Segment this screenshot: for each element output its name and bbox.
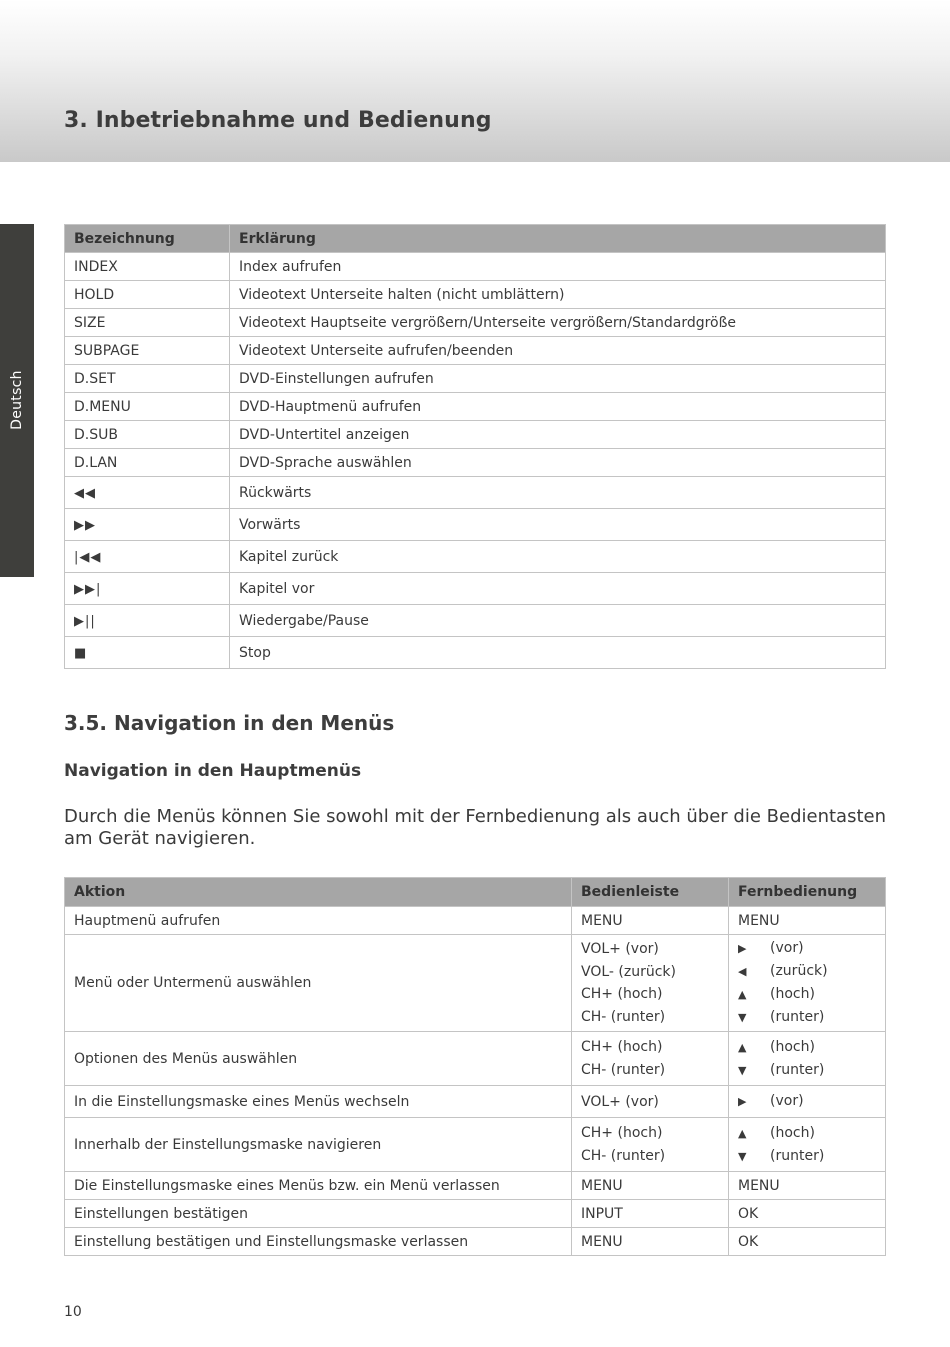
table-row bbox=[65, 449, 886, 477]
table-row bbox=[65, 337, 886, 365]
description-cell: DVD-Untertitel anzeigen bbox=[230, 421, 886, 449]
description-cell: Rückwärts bbox=[230, 477, 886, 509]
action-cell: Die Einstellungsmaske eines Menüs bzw. ein Menü verlassen bbox=[65, 1172, 572, 1200]
section-subtitle: Navigation in den Hauptmenüs bbox=[64, 761, 362, 781]
play-pause-icon: ▶|| bbox=[74, 613, 96, 629]
section-title: 3.5. Navigation in den Menüs bbox=[64, 711, 395, 735]
remote-line-text: (runter) bbox=[770, 1147, 825, 1164]
table-row bbox=[65, 393, 886, 421]
key-cell: D.LAN bbox=[65, 449, 230, 477]
remote-line-text: (runter) bbox=[770, 1009, 825, 1025]
table-row bbox=[65, 509, 886, 541]
remote-line bbox=[738, 1090, 876, 1113]
key-cell: SIZE bbox=[65, 309, 230, 337]
language-side-label: Deutsch bbox=[9, 370, 25, 430]
remote-cell: OK bbox=[729, 1228, 886, 1256]
description-cell: Wiedergabe/Pause bbox=[230, 605, 886, 637]
remote-key-table bbox=[64, 224, 886, 669]
table-row bbox=[65, 281, 886, 309]
rewind-icon: ◀◀ bbox=[74, 485, 96, 501]
panel-cell: MENU bbox=[572, 907, 729, 935]
table-row bbox=[65, 541, 886, 573]
description-cell: DVD-Sprache auswählen bbox=[230, 449, 886, 477]
table-row bbox=[65, 1032, 886, 1086]
stop-icon: ■ bbox=[74, 645, 88, 661]
remote-line bbox=[738, 937, 876, 960]
table-row bbox=[65, 637, 886, 669]
key-cell: SUBPAGE bbox=[65, 337, 230, 365]
description-cell: Videotext Unterseite halten (nicht umblättern) bbox=[230, 281, 886, 309]
table-row bbox=[65, 1228, 886, 1256]
key-cell: HOLD bbox=[65, 281, 230, 309]
key-cell: D.SET bbox=[65, 365, 230, 393]
table-header-row bbox=[65, 878, 886, 907]
panel-cell: MENU bbox=[572, 1228, 729, 1256]
table-row bbox=[65, 365, 886, 393]
panel-line: VOL+ (vor) bbox=[581, 941, 659, 957]
next-chapter-icon: ▶▶| bbox=[74, 581, 102, 597]
panel-cell: VOL+ (vor) bbox=[572, 1086, 729, 1118]
remote-line bbox=[738, 1059, 876, 1082]
panel-line: CH- (runter) bbox=[581, 1147, 666, 1164]
panel-line: CH- (runter) bbox=[581, 1061, 666, 1078]
page-title: 3. Inbetriebnahme und Bedienung bbox=[64, 108, 492, 133]
description-cell: Kapitel zurück bbox=[230, 541, 886, 573]
header-band bbox=[0, 0, 950, 162]
remote-cell bbox=[729, 1086, 886, 1118]
description-cell: Index aufrufen bbox=[230, 253, 886, 281]
arrow-down-icon: ▼ bbox=[738, 1063, 747, 1077]
panel-cell: INPUT bbox=[572, 1200, 729, 1228]
remote-line-text: (vor) bbox=[770, 1093, 804, 1109]
action-cell: Einstellung bestätigen und Einstellungsmaske verlassen bbox=[65, 1228, 572, 1256]
table-row bbox=[65, 1200, 886, 1228]
table-header-row bbox=[65, 225, 886, 253]
arrow-left-icon: ◀ bbox=[738, 965, 747, 978]
panel-line: CH- (runter) bbox=[581, 1008, 666, 1025]
description-cell: DVD-Hauptmenü aufrufen bbox=[230, 393, 886, 421]
action-cell: Menü oder Untermenü auswählen bbox=[65, 935, 572, 1032]
table-row bbox=[65, 477, 886, 509]
remote-line bbox=[738, 1006, 876, 1029]
table-row bbox=[65, 1086, 886, 1118]
remote-line bbox=[738, 1122, 876, 1145]
panel-line: VOL- (zurück) bbox=[581, 963, 676, 980]
action-cell: Hauptmenü aufrufen bbox=[65, 907, 572, 935]
page-number: 10 bbox=[64, 1304, 82, 1320]
table-row bbox=[65, 1118, 886, 1172]
description-cell: Kapitel vor bbox=[230, 573, 886, 605]
intro-paragraph: Durch die Menüs können Sie sowohl mit der Fernbedienung als auch über die Bedientasten am Gerät navigieren. bbox=[64, 806, 886, 849]
remote-line-text: (hoch) bbox=[770, 1038, 815, 1055]
fast-forward-icon: ▶▶ bbox=[74, 517, 96, 533]
panel-cell: MENU bbox=[572, 1172, 729, 1200]
table-row bbox=[65, 573, 886, 605]
previous-chapter-icon: |◀◀ bbox=[74, 549, 102, 565]
remote-line-text: (vor) bbox=[770, 940, 804, 956]
table-row bbox=[65, 605, 886, 637]
table-row bbox=[65, 1172, 886, 1200]
arrow-right-icon: ▶ bbox=[738, 1095, 747, 1108]
description-cell: Videotext Unterseite aufrufen/beenden bbox=[230, 337, 886, 365]
table-row bbox=[65, 421, 886, 449]
remote-line-text: (runter) bbox=[770, 1061, 825, 1078]
description-cell: DVD-Einstellungen aufrufen bbox=[230, 365, 886, 393]
panel-cell bbox=[572, 1032, 729, 1086]
action-cell: Innerhalb der Einstellungsmaske navigieren bbox=[65, 1118, 572, 1172]
key-cell: INDEX bbox=[65, 253, 230, 281]
description-cell: Vorwärts bbox=[230, 509, 886, 541]
arrow-down-icon: ▼ bbox=[738, 1149, 747, 1163]
description-cell: Videotext Hauptseite vergrößern/Unterseite vergrößern/Standardgröße bbox=[230, 309, 886, 337]
column-header-bedienleiste: Bedienleiste bbox=[572, 878, 729, 907]
remote-line-text: (hoch) bbox=[770, 1124, 815, 1141]
remote-line-text: (zurück) bbox=[770, 963, 828, 979]
column-header-fernbedienung: Fernbedienung bbox=[729, 878, 886, 907]
remote-line bbox=[738, 960, 876, 983]
remote-line bbox=[738, 1036, 876, 1059]
panel-line: CH+ (hoch) bbox=[581, 986, 663, 1002]
remote-cell bbox=[729, 1032, 886, 1086]
menu-navigation-table bbox=[64, 877, 886, 1256]
remote-line-text: (hoch) bbox=[770, 986, 815, 1002]
remote-cell bbox=[729, 1118, 886, 1172]
panel-line: CH+ (hoch) bbox=[581, 1125, 663, 1141]
column-header-bezeichnung: Bezeichnung bbox=[65, 225, 230, 253]
arrow-right-icon: ▶ bbox=[738, 942, 747, 955]
panel-cell bbox=[572, 1118, 729, 1172]
table-row bbox=[65, 907, 886, 935]
table-row bbox=[65, 309, 886, 337]
remote-cell: OK bbox=[729, 1200, 886, 1228]
panel-cell bbox=[572, 935, 729, 1032]
remote-cell: MENU bbox=[729, 907, 886, 935]
action-cell: Optionen des Menüs auswählen bbox=[65, 1032, 572, 1086]
arrow-down-icon: ▼ bbox=[738, 1011, 747, 1024]
action-cell: In die Einstellungsmaske eines Menüs wechseln bbox=[65, 1086, 572, 1118]
arrow-up-icon: ▲ bbox=[738, 988, 747, 1001]
key-cell: D.SUB bbox=[65, 421, 230, 449]
remote-cell bbox=[729, 935, 886, 1032]
table-row bbox=[65, 935, 886, 1032]
remote-cell: MENU bbox=[729, 1172, 886, 1200]
table-row bbox=[65, 253, 886, 281]
remote-line bbox=[738, 983, 876, 1006]
panel-line: CH+ (hoch) bbox=[581, 1039, 663, 1055]
key-cell: D.MENU bbox=[65, 393, 230, 421]
arrow-up-icon: ▲ bbox=[738, 1126, 747, 1140]
action-cell: Einstellungen bestätigen bbox=[65, 1200, 572, 1228]
column-header-aktion: Aktion bbox=[65, 878, 572, 907]
description-cell: Stop bbox=[230, 637, 886, 669]
remote-line bbox=[738, 1145, 876, 1168]
column-header-erklaerung: Erklärung bbox=[230, 225, 886, 253]
arrow-up-icon: ▲ bbox=[738, 1040, 747, 1054]
